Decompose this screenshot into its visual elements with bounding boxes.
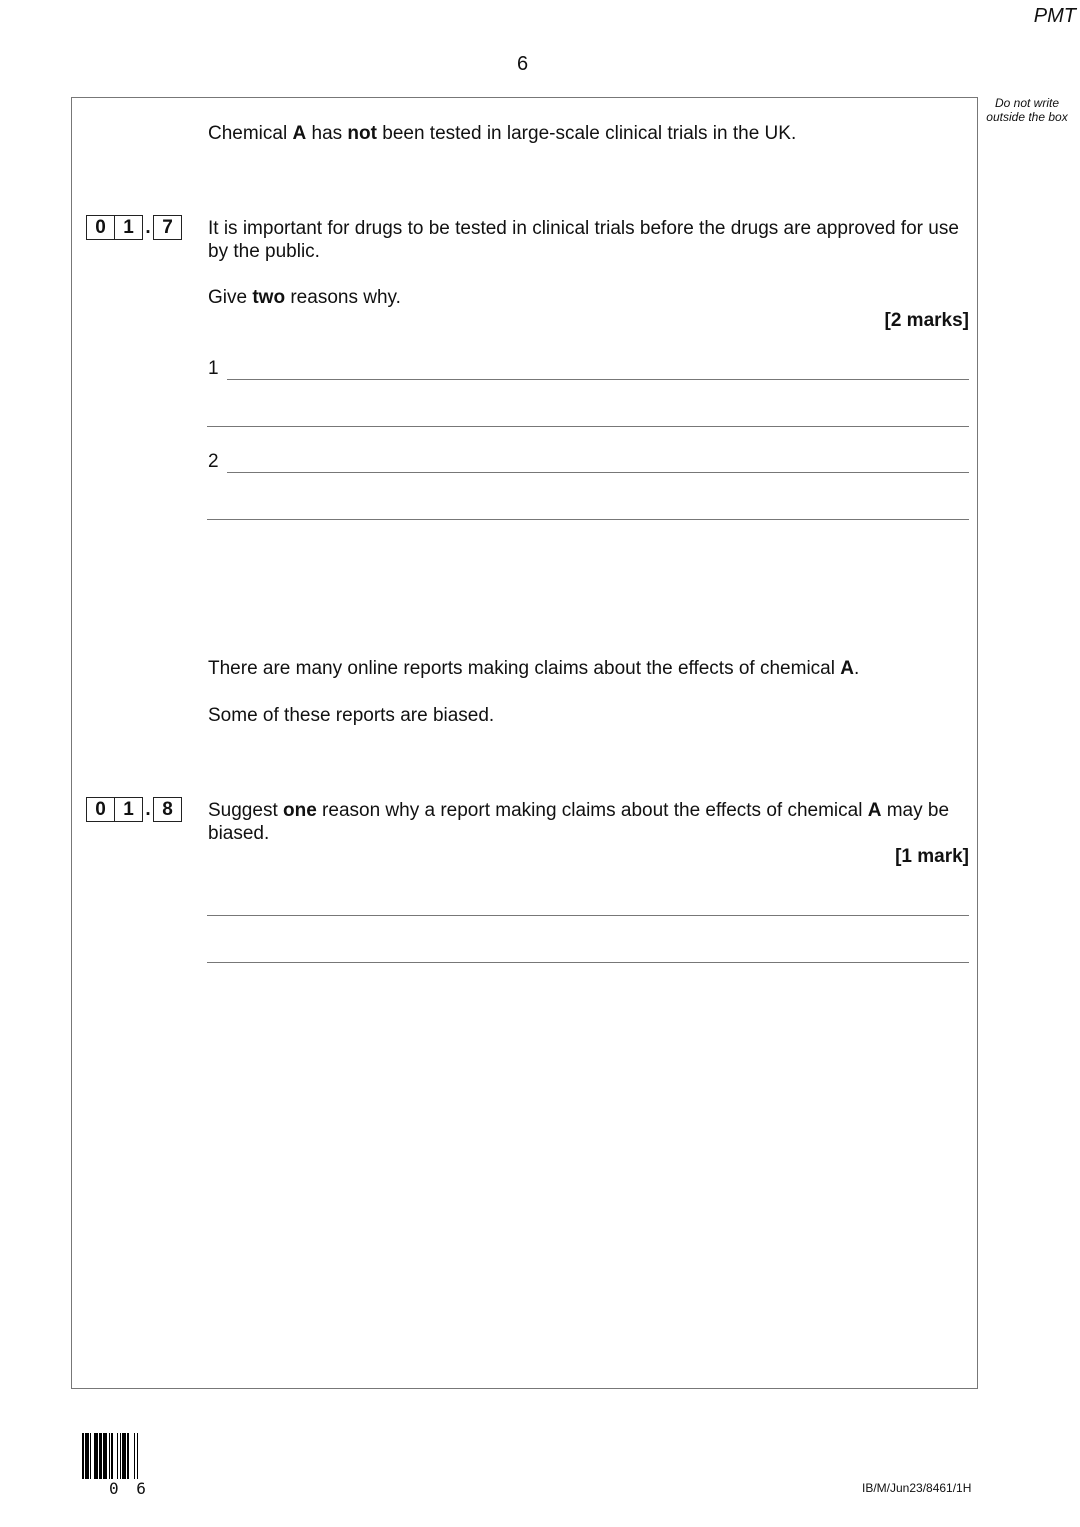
context-text-2: Some of these reports are biased.	[208, 705, 495, 726]
digit: 0	[86, 215, 115, 240]
answer-line[interactable]	[207, 519, 969, 520]
margin-note: Do not write outside the box	[986, 96, 1068, 124]
question-number-01-7	[86, 216, 182, 239]
digit: 1	[115, 797, 143, 822]
digit: 7	[153, 215, 182, 240]
answer-label-1: 1	[208, 358, 219, 379]
page-number: 6	[517, 53, 529, 75]
pmt-label: PMT	[1033, 5, 1076, 27]
barcode-number: 0 6	[109, 1479, 150, 1498]
question-text: It is important for drugs to be tested in clinical trials before the drugs are approved for use by the public.	[208, 218, 959, 262]
answer-line[interactable]	[227, 379, 969, 380]
digit: 8	[153, 797, 182, 822]
context-text: There are many online reports making claims about the effects of chemical A.	[208, 658, 860, 679]
question-number-01-8	[86, 798, 182, 821]
digit: 0	[86, 797, 115, 822]
answer-line[interactable]	[207, 915, 969, 916]
barcode-bar	[138, 1433, 141, 1479]
answer-line[interactable]	[227, 472, 969, 473]
marks-label: [2 marks]	[884, 310, 969, 331]
question-text: Suggest one reason why a report making claims about the effects of chemical A may be biased.	[208, 800, 950, 844]
dot: .	[145, 798, 151, 820]
dot: .	[145, 216, 151, 238]
answer-label-2: 2	[208, 451, 219, 472]
digit: 1	[115, 215, 143, 240]
intro-text: Chemical A has not been tested in large-scale clinical trials in the UK.	[208, 123, 797, 144]
paper-reference: IB/M/Jun23/8461/1H	[862, 1481, 972, 1495]
barcode	[82, 1433, 180, 1479]
answer-line[interactable]	[207, 962, 969, 963]
answer-line[interactable]	[207, 426, 969, 427]
instruction: Give two reasons why.	[208, 287, 401, 308]
marks-label: [1 mark]	[895, 846, 969, 867]
